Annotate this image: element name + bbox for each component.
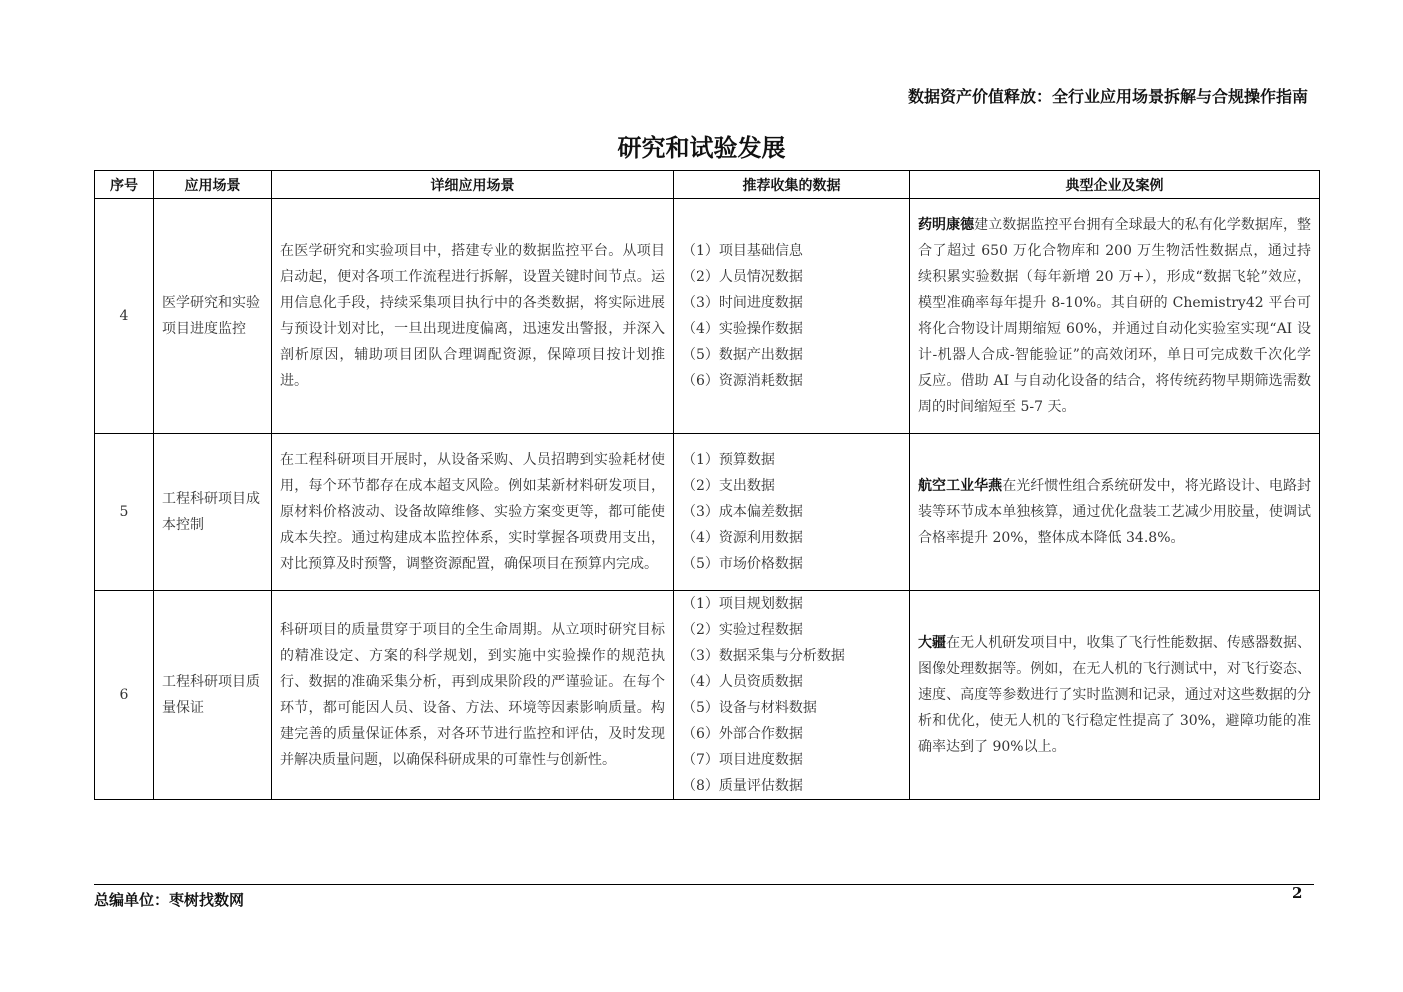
row-detail: 在工程科研项目开展时，从设备采购、人员招聘到实验耗材使用，每个环节都存在成本超支风险。例如某新材料研发项目，原材料价格波动、设备故障维修、实验方案变更等，都可能使成本失控。通过构建成本监控体系，实时掌握各项费用支出，对比预算及时预警，调整资源配置，确保项目在预算内完成。 [272, 434, 674, 591]
case-description: 在无人机研发项目中，收集了飞行性能数据、传感器数据、图像处理数据等。例如，在无人机的飞行测试中，对飞行姿态、速度、高度等参数进行了实时监测和记录，通过对这些数据的分析和优化，使无人机的飞行稳定性提高了 30%，避障功能的准确率达到了 90%以上。 [918, 635, 1312, 755]
column-header-scenario: 应用场景 [154, 171, 272, 199]
data-item: （3）时间进度数据 [682, 295, 803, 311]
case-company-name: 药明康德 [918, 217, 975, 233]
row-case [910, 199, 1320, 434]
data-item: （2）人员情况数据 [682, 269, 803, 285]
case-company-name: 大疆 [918, 635, 947, 651]
data-item: （8）质量评估数据 [682, 778, 803, 794]
row-case [910, 591, 1320, 800]
row-data-list [674, 591, 910, 800]
table-row [95, 434, 1320, 591]
document-header-title: 数据资产价值释放：全行业应用场景拆解与合规操作指南 [907, 87, 1308, 106]
table-header [95, 171, 1320, 199]
row-detail: 在医学研究和实验项目中，搭建专业的数据监控平台。从项目启动起，便对各项工作流程进行拆解，设置关键时间节点。运用信息化手段，持续采集项目执行中的各类数据，将实际进展与预设计划对比，一旦出现进度偏离，迅速发出警报，并深入剖析原因，辅助项目团队合理调配资源，保障项目按计划推进。 [272, 199, 674, 434]
page-title: 研究和试验发展 [617, 134, 786, 162]
footer-organization: 总编单位：枣树找数网 [94, 891, 245, 909]
data-item: （5）市场价格数据 [682, 556, 803, 572]
table-row [95, 591, 1320, 800]
table-body [95, 199, 1320, 800]
data-item: （6）资源消耗数据 [682, 373, 803, 389]
row-data-list [674, 199, 910, 434]
column-header-case: 典型企业及案例 [910, 171, 1320, 199]
data-item: （1）预算数据 [682, 452, 775, 468]
data-item: （2）实验过程数据 [682, 622, 803, 638]
row-seq: 5 [95, 434, 154, 591]
page-number: 2 [1292, 884, 1303, 902]
data-item: （4）资源利用数据 [682, 530, 803, 546]
data-item: （4）人员资质数据 [682, 674, 803, 690]
table-row [95, 199, 1320, 434]
data-item: （1）项目规划数据 [682, 596, 803, 612]
row-case [910, 434, 1320, 591]
scenario-table [94, 170, 1320, 800]
row-scenario: 医学研究和实验项目进度监控 [154, 199, 272, 434]
data-item: （2）支出数据 [682, 478, 775, 494]
data-item: （3）成本偏差数据 [682, 504, 803, 520]
data-item: （4）实验操作数据 [682, 321, 803, 337]
row-detail: 科研项目的质量贯穿于项目的全生命周期。从立项时研究目标的精准设定、方案的科学规划，到实施中实验操作的规范执行、数据的准确采集分析，再到成果阶段的严谨验证。在每个环节，都可能因人员、设备、方法、环境等因素影响质量。构建完善的质量保证体系，对各环节进行监控和评估，及时发现并解决质量问题，以确保科研成果的可靠性与创新性。 [272, 591, 674, 800]
case-company-name: 航空工业华燕 [918, 478, 1003, 494]
footer-divider [94, 884, 1314, 885]
table-header-row [95, 171, 1320, 199]
row-scenario: 工程科研项目成本控制 [154, 434, 272, 591]
data-item: （3）数据采集与分析数据 [682, 648, 845, 664]
data-item: （5）设备与材料数据 [682, 700, 817, 716]
data-item: （7）项目进度数据 [682, 752, 803, 768]
row-seq: 4 [95, 199, 154, 434]
row-scenario: 工程科研项目质量保证 [154, 591, 272, 800]
column-header-detail: 详细应用场景 [272, 171, 674, 199]
column-header-seq: 序号 [95, 171, 154, 199]
case-description: 在光纤惯性组合系统研发中，将光路设计、电路封装等环节成本单独核算，通过优化盘装工艺减少用胶量，使调试合格率提升 20%，整体成本降低 34.8%。 [918, 478, 1312, 546]
row-data-list [674, 434, 910, 591]
data-item: （6）外部合作数据 [682, 726, 803, 742]
data-item: （5）数据产出数据 [682, 347, 803, 363]
row-seq: 6 [95, 591, 154, 800]
data-item: （1）项目基础信息 [682, 243, 803, 259]
case-description: 建立数据监控平台拥有全球最大的私有化学数据库，整合了超过 650 万化合物库和 200 万生物活性数据点，通过持续积累实验数据（每年新增 20 万+），形成“数据飞轮”效应，模型准确率每年提升 8-10%。其自研的 Chemistry42 平台可将化合物设计周期缩短 60%，并通过自动化实验室实现“AI 设计-机器人合成-智能验证”的高效闭环，单日可完成数千次化学反应。借助 AI 与自动化设备的结合，将传统药物早期筛选需数周的时间缩短至 5-7 天。 [918, 217, 1312, 415]
column-header-data: 推荐收集的数据 [674, 171, 910, 199]
